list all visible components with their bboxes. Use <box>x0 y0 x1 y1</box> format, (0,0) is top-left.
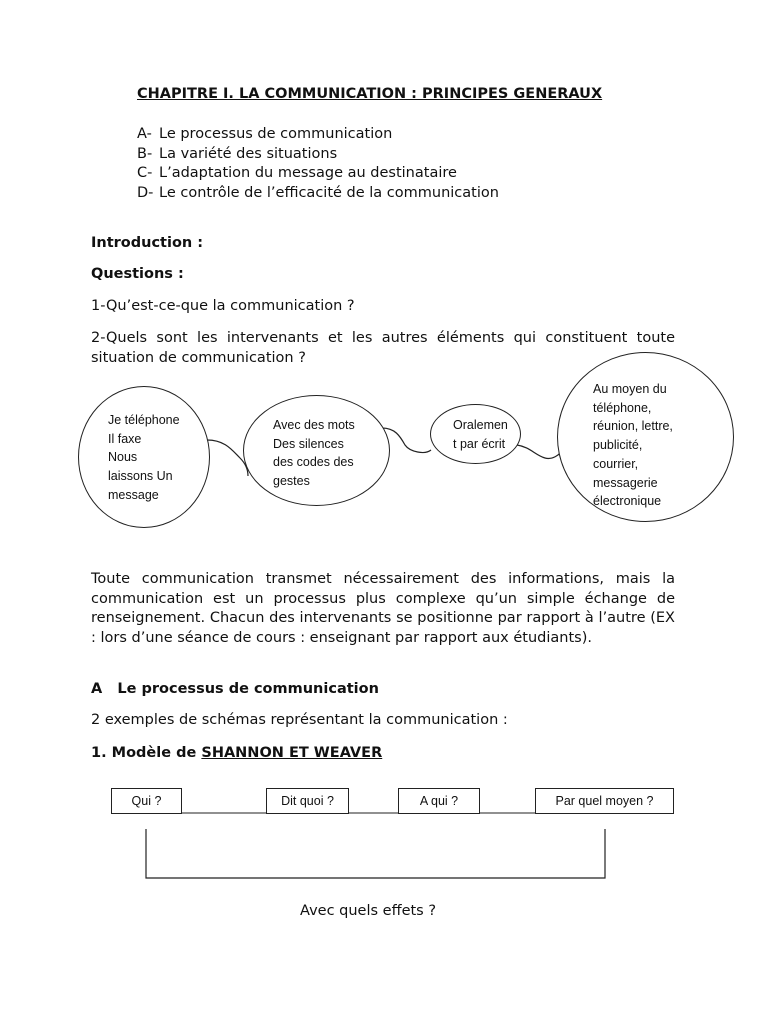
bubble-line: courrier, <box>593 456 639 471</box>
box-qui: Qui ? <box>111 788 182 814</box>
toc-text: L’adaptation du message au destinataire <box>159 165 457 181</box>
examples-text: 2 exemples de schémas représentant la communication : <box>91 712 508 728</box>
section-a-letter: A <box>91 681 103 697</box>
bubble-line: publicité, <box>593 438 643 453</box>
bubble-line: Je téléphone <box>108 413 180 427</box>
bubble-line: des codes des <box>273 455 354 470</box>
bubble-line: laissons Un <box>108 469 173 484</box>
bubble-line: t par écrit <box>453 436 506 451</box>
chapter-title: CHAPITRE I. LA COMMUNICATION : PRINCIPES GENERAUX <box>137 86 603 102</box>
box-par-quel-moyen: Par quel moyen ? <box>535 788 674 814</box>
bubble-line: téléphone, <box>593 400 652 415</box>
bubble-line: Des silences <box>273 436 344 451</box>
question-2: 2-Quels sont les intervenants et les autres éléments qui constituent toute situation de communication ? <box>91 330 675 366</box>
toc-text: Le contrôle de l’efficacité de la communication <box>159 184 499 201</box>
toc-text: La variété des situations <box>159 145 338 162</box>
introduction-heading: Introduction : <box>91 235 204 251</box>
box-a-qui: A qui ? <box>398 788 480 814</box>
toc-letter: C- <box>137 165 153 181</box>
effects-label: Avec quels effets ? <box>300 903 437 919</box>
box-dit-quoi: Dit quoi ? <box>266 788 349 814</box>
bubble-line: Avec des mots <box>273 418 355 432</box>
bubble-line: Nous <box>108 450 138 465</box>
bubble-line: Au moyen du <box>593 382 667 396</box>
communication-paragraph: Toute communication transmet nécessairement des informations, mais la communication est un processus plus complexe qu’un simple échange de renseignement. Chacun des intervenants se positionne par rapport à l’autre (EX : lors d’une séance de cours : enseignant par rapport aux étudiants). <box>91 571 675 646</box>
bubble-line: gestes <box>273 474 310 489</box>
toc-letter: D- <box>137 184 154 201</box>
toc-letter: A- <box>137 126 152 142</box>
model-prefix: 1. Modèle de <box>91 745 202 761</box>
questions-heading: Questions : <box>91 266 184 282</box>
bubble-line: Il faxe <box>108 431 142 446</box>
section-a-title: Le processus de communication <box>117 681 379 697</box>
bubble-line: électronique <box>593 494 662 509</box>
bubble-line: messagerie <box>593 475 658 490</box>
bubble-line: Oralemen <box>453 418 508 432</box>
toc-text: Le processus de communication <box>159 126 393 142</box>
question-1: 1-Qu’est-ce-que la communication ? <box>91 298 355 314</box>
model-name: SHANNON ET WEAVER <box>201 745 383 761</box>
toc-letter: B- <box>137 145 153 162</box>
bubble-line: réunion, lettre, <box>593 419 673 434</box>
bubble-line: message <box>108 487 159 502</box>
feedback-bracket <box>146 829 605 878</box>
